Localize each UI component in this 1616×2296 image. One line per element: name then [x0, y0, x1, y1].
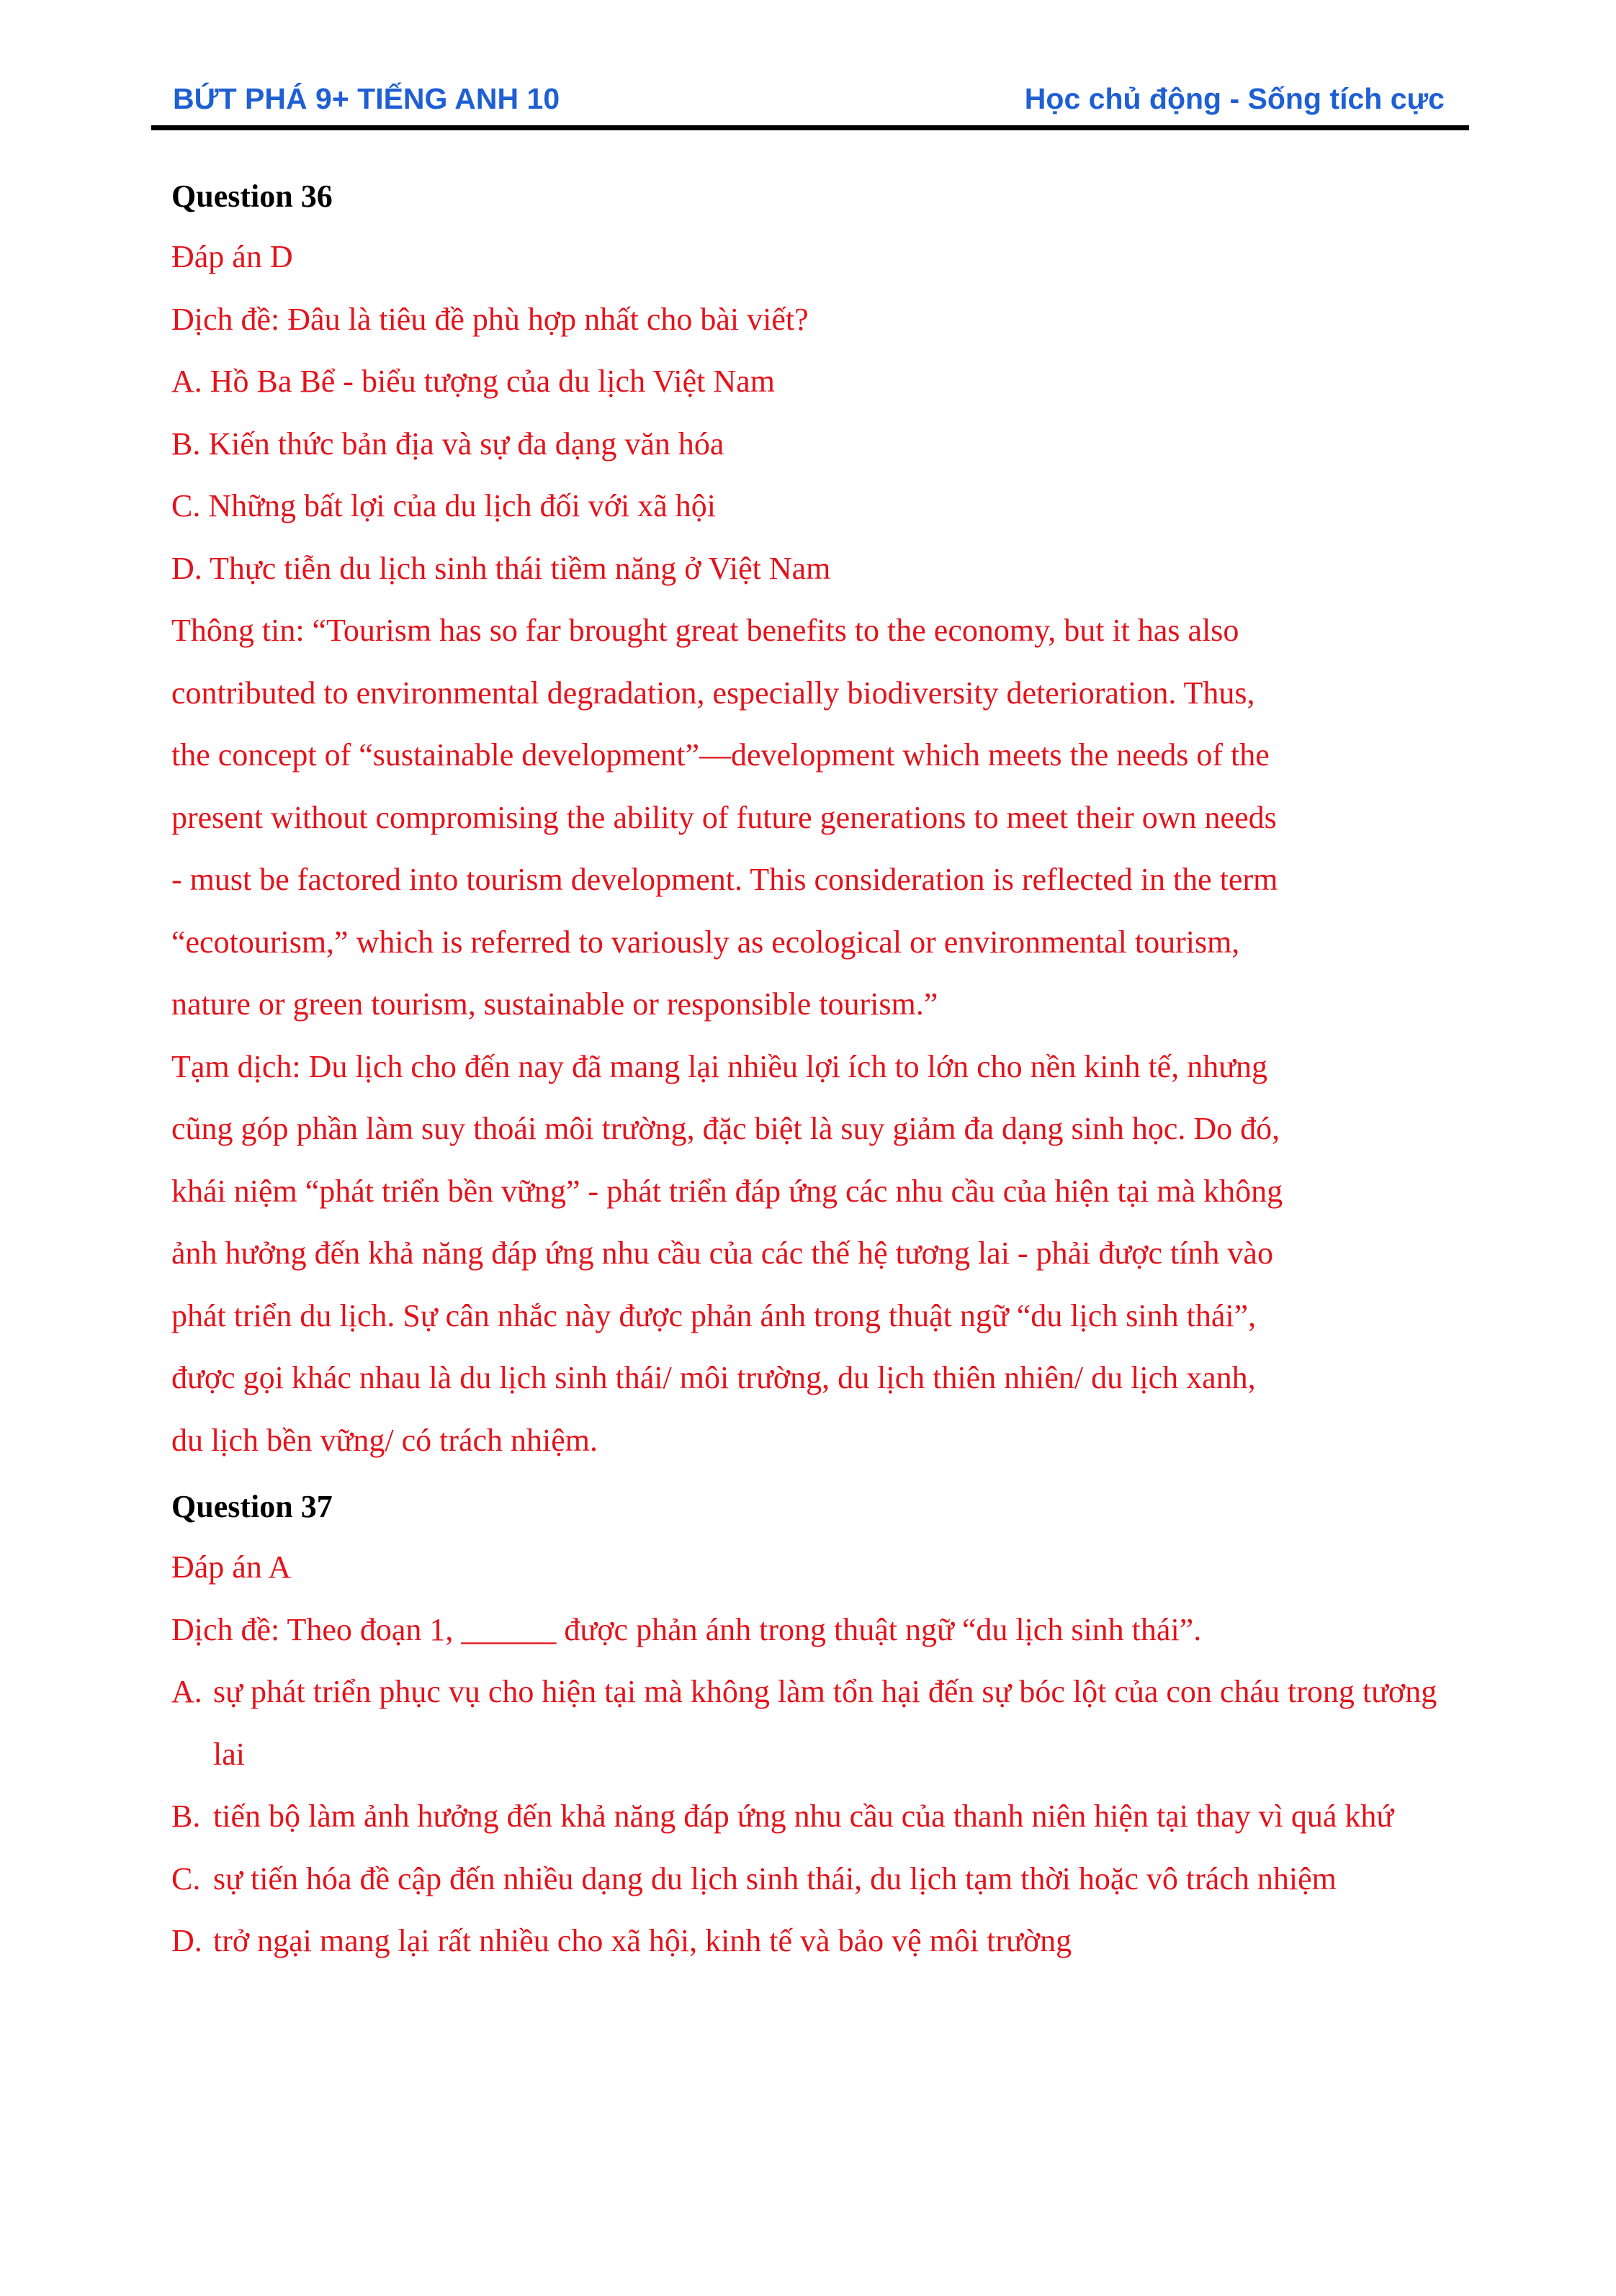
info-line: present without compromising the ability of future generations to meet their own needs [171, 799, 1277, 835]
question-37-option-b [171, 1786, 1460, 1848]
info-line: “ecotourism,” which is referred to variously as ecological or environmental tourism, [171, 924, 1240, 960]
info-line: - must be factored into tourism development. This consideration is reflected in the term [171, 862, 1278, 897]
document-body [171, 167, 1460, 1973]
header-slogan: Học chủ động - Sống tích cực [1024, 82, 1445, 115]
question-37-option-a [171, 1661, 1460, 1786]
question-36-option-a: A. Hồ Ba Bể - biểu tượng của du lịch Việt Nam [171, 364, 775, 399]
info-line: Thông tin: “Tourism has so far brought great benefits to the economy, but it has also [171, 613, 1239, 648]
header-divider [151, 125, 1469, 130]
question-37-option-d [171, 1910, 1460, 1973]
option-letter: B. [171, 1798, 201, 1834]
page-header [151, 78, 1469, 128]
question-36-option-c: C. Những bất lợi của du lịch đối với xã hội [171, 488, 716, 523]
translation-line: khái niệm “phát triển bền vững” - phát triển đáp ứng các nhu cầu của hiện tại mà không [171, 1173, 1283, 1209]
question-36-answer: Đáp án D [171, 239, 293, 274]
translation-line: được gọi khác nhau là du lịch sinh thái/ môi trường, du lịch thiên nhiên/ du lịch xanh, [171, 1360, 1256, 1395]
question-37-answer: Đáp án A [171, 1549, 292, 1585]
translation-line: ảnh hưởng đến khả năng đáp ứng nhu cầu của các thế hệ tương lai - phải được tính vào [171, 1235, 1273, 1271]
translation-line: phát triển du lịch. Sự cân nhắc này được phản ánh trong thuật ngữ “du lịch sinh thái”, [171, 1297, 1257, 1333]
option-text: tiến bộ làm ảnh hưởng đến khả năng đáp ứng nhu cầu của thanh niên hiện tại thay vì quá khứ [213, 1798, 1394, 1834]
question-37-title: Question 37 [171, 1489, 333, 1524]
question-36-option-d: D. Thực tiễn du lịch sinh thái tiềm năng ở Việt Nam [171, 550, 831, 586]
option-letter: D. [171, 1923, 202, 1958]
question-37-option-c [171, 1848, 1460, 1911]
question-36 [171, 167, 1460, 1472]
question-36-info [171, 600, 1460, 1036]
info-line: the concept of “sustainable development”—development which meets the needs of the [171, 737, 1270, 773]
info-line: contributed to environmental degradation, especially biodiversity deterioration. Thus, [171, 675, 1255, 711]
option-text: sự tiến hóa đề cập đến nhiều dạng du lịch sinh thái, du lịch tạm thời hoặc vô trách nhiệm [213, 1860, 1337, 1896]
question-37-prompt: Dịch đề: Theo đoạn 1, ______ được phản ánh trong thuật ngữ “du lịch sinh thái”. [171, 1611, 1202, 1647]
option-letter: C. [171, 1860, 201, 1896]
question-36-translation [171, 1036, 1460, 1472]
translation-line: cũng góp phần làm suy thoái môi trường, đặc biệt là suy giảm đa dạng sinh học. Do đó, [171, 1111, 1280, 1146]
translation-line: du lịch bền vững/ có trách nhiệm. [171, 1422, 598, 1458]
question-36-prompt: Dịch đề: Đâu là tiêu đề phù hợp nhất cho bài viết? [171, 301, 809, 337]
option-text: trở ngại mang lại rất nhiều cho xã hội, kinh tế và bảo vệ môi trường [213, 1923, 1072, 1958]
info-line: nature or green tourism, sustainable or responsible tourism.” [171, 986, 938, 1022]
option-letter: A. [171, 1674, 202, 1709]
question-36-title: Question 36 [171, 179, 333, 214]
option-text: sự phát triển phục vụ cho hiện tại mà không làm tổn hại đến sự bóc lột của con cháu trong tương lai [213, 1674, 1437, 1772]
question-36-option-b: B. Kiến thức bản địa và sự đa dạng văn hóa [171, 426, 724, 462]
question-37 [171, 1477, 1460, 1973]
header-book-title: BỨT PHÁ 9+ TIẾNG ANH 10 [173, 82, 560, 115]
translation-line: Tạm dịch: Du lịch cho đến nay đã mang lại nhiều lợi ích to lớn cho nền kinh tế, nhưng [171, 1048, 1268, 1084]
